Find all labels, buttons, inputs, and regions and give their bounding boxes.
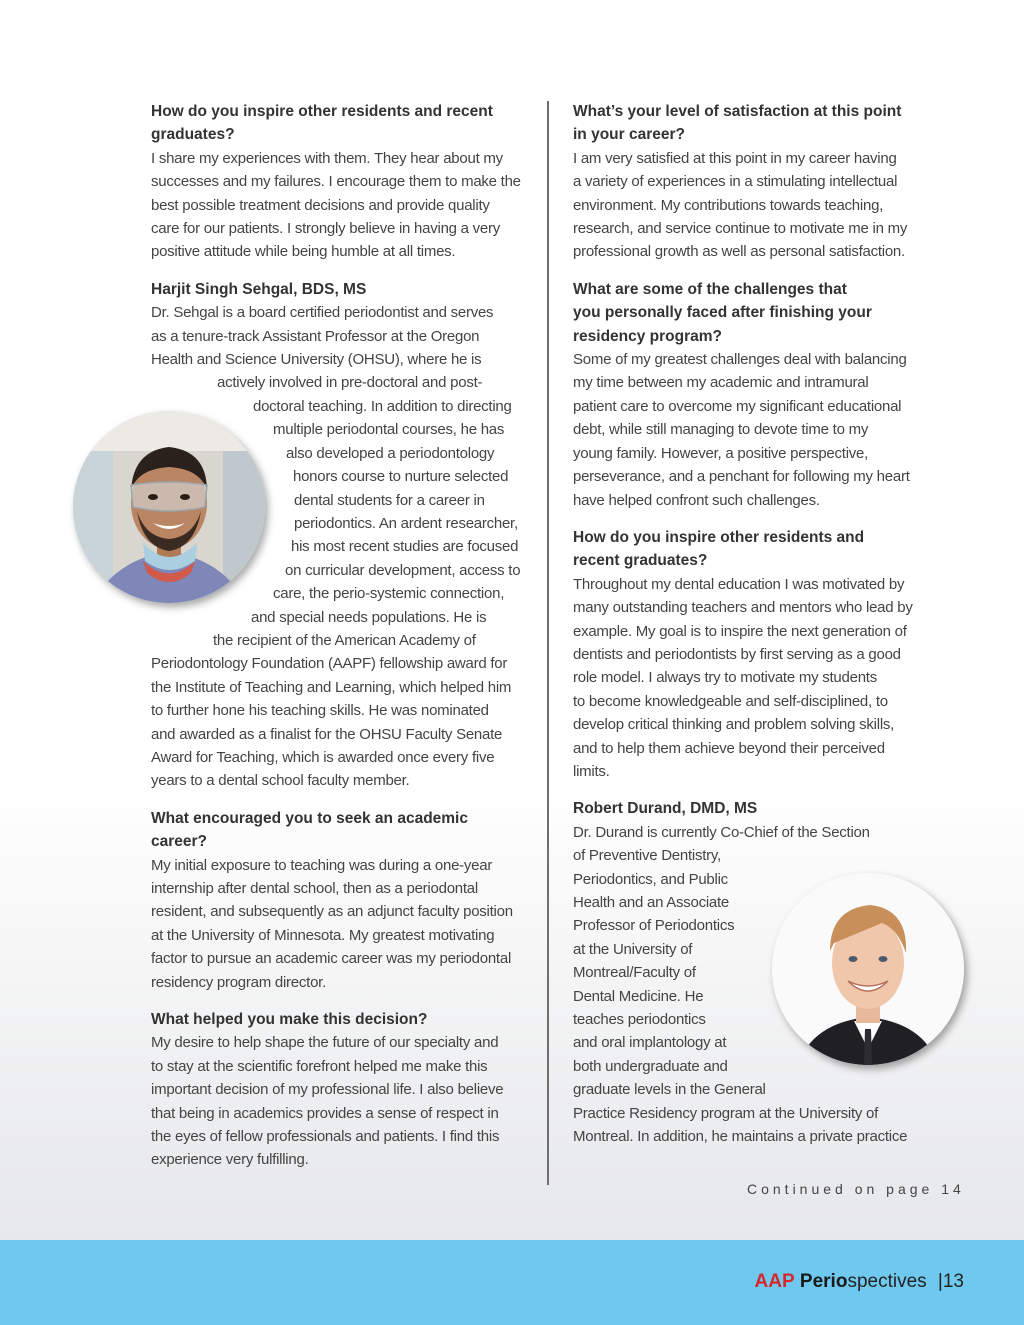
bio-paragraph: Dr. Sehgal is a board certified periodontist and serves as a tenure-track Assistant Professor at the Oregon Health and Science University (OHSU), where he is actively involved in pre-doctoral and post- doctoral teaching. In addition to directing multiple periodontal courses, he has also developed a periodontology honors course to nurture selected dental students for a career in periodontics. An ardent researcher, his most recent studies are focused on curricular development, access to care, the perio-systemic connection, and special needs populations. He is the recipient of the American Academy of Periodontology Foundation (AAPF) fellowship award for the Institute of Teaching and Learning, which helped him to further hone his teaching skills. He was nominated and awarded as a finalist for the OHSU Faculty Senate Award for Teaching, which is awarded once every five years to a dental school faculty member. bbox=[151, 304, 521, 790]
answer-paragraph: I am very satisfied at this point in my career having a variety of experiences in a stimulating intellectual environment. My contributions towards teaching, research, and service continue to motivate me in my professional growth as well as personal satisfaction. bbox=[573, 149, 908, 261]
page-number: 13 bbox=[942, 1271, 964, 1292]
portrait-sehgal bbox=[73, 411, 265, 603]
brand-separator: | bbox=[937, 1271, 943, 1292]
bio-name: Harjit Singh Sehgal, BDS, MS bbox=[151, 280, 367, 298]
bio-name: Robert Durand, DMD, MS bbox=[573, 800, 758, 818]
publication-brand bbox=[755, 1271, 965, 1293]
question-heading: How do you inspire other residents and recent graduates? bbox=[151, 103, 493, 144]
question-heading: What are some of the challenges that you personally faced after finishing your residency program? bbox=[573, 280, 872, 345]
answer-paragraph: My initial exposure to teaching was during a one-year internship after dental school, then as a periodontal resident, and subsequently as an adjunct faculty position at the University of Minnesota. My greatest motivating factor to pursue an academic career was my periodontal residency program director. bbox=[151, 856, 513, 991]
portrait-durand bbox=[772, 873, 964, 1065]
continued-note: Continued on page 14 bbox=[747, 1181, 965, 1197]
brand-aap: AAP bbox=[754, 1271, 795, 1292]
answer-paragraph: My desire to help shape the future of our specialty and to stay at the scientific forefront helped me make this important decision of my professional life. I also believe that being in academics provides a sense of respect in the eyes of fellow professionals and patients. I find this experience very fulfilling. bbox=[151, 1034, 504, 1169]
bio-paragraph: Dr. Durand is currently Co-Chief of the Section of Preventive Dentistry, Periodontics, and Public Health and an Associate Professor of Periodontics at the University of Montreal/Faculty of Dental Medicine. He teaches periodontics and oral implantology at both undergraduate and graduate levels in the General Practice Residency program at the University of Montreal. In addition, he maintains a private practice bbox=[573, 823, 908, 1146]
question-heading: What encouraged you to seek an academic career? bbox=[151, 809, 468, 851]
question-heading: What’s your level of satisfaction at this point in your career? bbox=[573, 103, 902, 144]
answer-paragraph: I share my experiences with them. They hear about my successes and my failures. I encourage them to make the best possible treatment decisions and provide quality care for our patients. I strongly believe in having a very positive attitude while being humble at all times. bbox=[151, 149, 521, 261]
brand-perio: Perio bbox=[799, 1271, 848, 1292]
brand-spectives: spectives bbox=[847, 1271, 927, 1292]
question-heading: What helped you make this decision? bbox=[151, 1011, 428, 1029]
column-divider bbox=[547, 101, 549, 1185]
answer-paragraph: Throughout my dental education I was motivated by many outstanding teachers and mentors who lead by example. My goal is to inspire the next generation of dentists and periodontists by first serving as a good role model. I always try to motivate my students to become knowledgeable and self-disciplined, to develop critical thinking and problem solving skills, and to help them achieve beyond their perceived limits. bbox=[573, 575, 913, 780]
question-heading: How do you inspire other residents and recent graduates? bbox=[573, 528, 865, 570]
portrait-durand-graphic bbox=[772, 873, 964, 1065]
left-column bbox=[151, 100, 526, 1172]
portrait-sehgal-graphic bbox=[73, 411, 265, 603]
answer-paragraph: Some of my greatest challenges deal with balancing my time between my academic and intramural patient care to overcome my significant educational debt, while still managing to devote time to my young family. However, a positive perspective, perseverance, and a penchant for following my heart have helped confront such challenges. bbox=[573, 351, 910, 509]
